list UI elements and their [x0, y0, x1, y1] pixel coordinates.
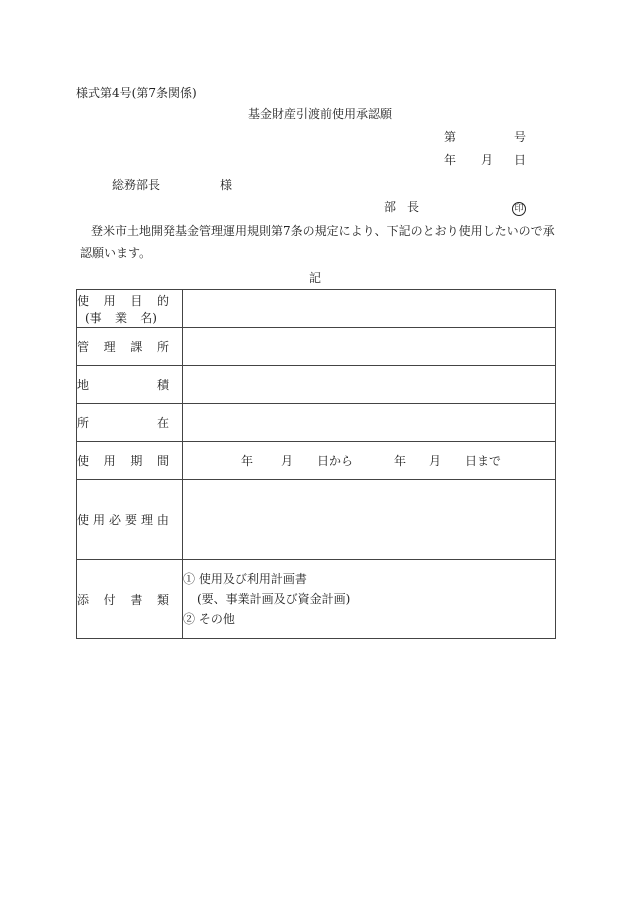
- label-purpose-sub: [85, 309, 157, 326]
- label-char: 由: [156, 513, 169, 527]
- label-char: 用: [103, 293, 116, 308]
- attachment-item-1-note: (要、事業計画及び資金計画): [197, 592, 351, 606]
- label-dept: [77, 328, 183, 366]
- value-dept[interactable]: [183, 328, 556, 366]
- period-fields: [183, 452, 555, 469]
- period-end-month: 月: [429, 454, 442, 468]
- label-char: 課: [130, 340, 143, 354]
- addressee-name: 総務部長: [112, 178, 161, 192]
- period-start-year: 年: [241, 454, 254, 468]
- sender-title-b: 長: [407, 200, 420, 214]
- sender-title-a: 部: [384, 200, 397, 214]
- seal-mark: [512, 200, 526, 216]
- label-char: 積: [156, 378, 169, 392]
- label-char: 期: [130, 454, 143, 468]
- label-attachments: [77, 560, 183, 639]
- attachment-item-2: ② その他: [183, 612, 235, 626]
- addressee-honorific: 様: [220, 178, 233, 192]
- row-period: [77, 442, 556, 480]
- label-char: 用: [103, 454, 116, 468]
- label-reason: [77, 480, 183, 560]
- value-area[interactable]: [183, 366, 556, 404]
- attachment-item-1: ① 使用及び利用計画書: [183, 572, 307, 586]
- label-char: 添: [77, 592, 90, 607]
- label-char: 地: [77, 378, 90, 392]
- label-char: 間: [156, 454, 169, 468]
- period-start-month: 月: [281, 454, 294, 468]
- label-char: 的: [156, 293, 169, 308]
- value-location[interactable]: [183, 404, 556, 442]
- value-purpose[interactable]: [183, 290, 556, 328]
- label-char: 業: [114, 310, 127, 325]
- form-number: 様式第4号(第7条関係): [76, 86, 197, 100]
- label-char: 書: [130, 592, 143, 607]
- label-period: [77, 442, 183, 480]
- body-text-line2: 認願います。: [80, 246, 152, 260]
- seal-text: 印: [512, 202, 526, 216]
- label-char: 必: [108, 513, 121, 527]
- document-title: 基金財産引渡前使用承認願: [248, 107, 393, 121]
- label-location: [77, 404, 183, 442]
- label-char: 所: [156, 340, 169, 354]
- body-text-line1: 登米市土地開発基金管理運用規則第7条の規定により、下記のとおり使用したいので承: [91, 224, 555, 238]
- label-char: 理: [140, 513, 153, 527]
- label-area: [77, 366, 183, 404]
- date-day: 日: [514, 153, 527, 167]
- period-end-day: 日まで: [465, 454, 502, 468]
- doc-number-suffix: 号: [514, 130, 527, 144]
- label-char: 所: [77, 416, 90, 430]
- label-char: (事: [85, 310, 102, 325]
- period-start-day: 日から: [317, 454, 354, 468]
- label-char: 目: [130, 293, 143, 308]
- label-char: 管: [77, 340, 90, 354]
- label-char: 名): [140, 310, 157, 325]
- date-year: 年: [444, 153, 457, 167]
- row-purpose: [77, 290, 556, 328]
- row-location: [77, 404, 556, 442]
- label-char: 要: [124, 513, 137, 527]
- label-char: 理: [103, 340, 116, 354]
- period-end-year: 年: [394, 454, 407, 468]
- row-reason: [77, 480, 556, 560]
- ki-heading: 記: [309, 271, 322, 285]
- row-attachments: [77, 560, 556, 639]
- date-month: 月: [481, 153, 494, 167]
- label-purpose: [77, 290, 183, 328]
- value-period[interactable]: [183, 442, 556, 480]
- label-char: 類: [156, 592, 169, 607]
- row-area: [77, 366, 556, 404]
- label-char: 付: [103, 592, 116, 607]
- label-char: 在: [156, 416, 169, 430]
- value-reason[interactable]: [183, 480, 556, 560]
- application-form-table: [76, 289, 556, 639]
- label-char: 使: [77, 293, 90, 308]
- label-char: 用: [92, 513, 105, 527]
- doc-number-prefix: 第: [444, 130, 457, 144]
- value-attachments: [183, 560, 556, 639]
- label-char: 使: [77, 513, 90, 527]
- label-char: 使: [77, 454, 90, 468]
- row-dept: [77, 328, 556, 366]
